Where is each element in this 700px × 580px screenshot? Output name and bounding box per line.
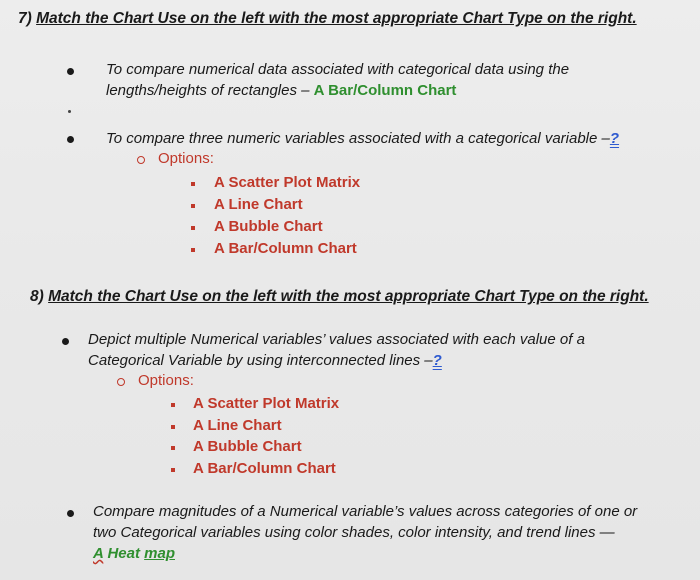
q8-options-label: Options: [138, 372, 194, 389]
q7-option-square-icon [191, 182, 195, 186]
q8-option-4: A Bar/Column Chart [193, 460, 336, 477]
q8-title-text: Match the Chart Use on the left with the most appropriate Chart Type on the right. [48, 288, 649, 305]
q8-option-square-icon [171, 425, 175, 429]
q7-option-4: A Bar/Column Chart [214, 240, 357, 257]
q8-option-square-icon [171, 446, 175, 450]
q8-item1-bullet [62, 338, 69, 345]
q7-item1-answer: A Bar/Column Chart [313, 82, 457, 99]
q7-item2 [106, 128, 619, 149]
q7-title-text: Match the Chart Use on the left with the most appropriate Chart Type on the right. [36, 10, 637, 27]
q8-item2-line1: Compare magnitudes of a Numerical variable’s values across categories of one or [93, 503, 638, 520]
q8-option-1: A Scatter Plot Matrix [193, 395, 340, 412]
q8-title [30, 288, 649, 306]
q8-item2-answer [93, 543, 637, 564]
q7-option-1: A Scatter Plot Matrix [214, 174, 361, 191]
q8-item1-line2 [88, 350, 585, 371]
q7-item2-text: To compare three numeric variables associated with a categorical variable – [106, 130, 610, 147]
q8-item2-answer-a: A [93, 545, 104, 562]
q8-item2-bullet [67, 510, 74, 517]
q7-option-square-icon [191, 226, 195, 230]
q8-number: 8) [30, 288, 44, 305]
q8-item1-line1: Depict multiple Numerical variables’ values associated with each value of a [88, 331, 585, 348]
q7-number: 7) [18, 10, 32, 27]
q7-option-2: A Line Chart [214, 196, 303, 213]
q7-options-label: Options: [158, 150, 214, 167]
q8-option-3: A Bubble Chart [193, 438, 302, 455]
stray-mark [68, 110, 71, 113]
q7-option-square-icon [191, 248, 195, 252]
q8-option-square-icon [171, 468, 175, 472]
q8-item1 [88, 329, 585, 371]
q7-item1-text: To compare numerical data associated with categorical data using the lengths/heights of rectangles – [106, 61, 570, 99]
q8-item1-question-mark: ? [432, 352, 442, 369]
q8-item2-line2: two Categorical variables using color shades, color intensity, and trend lines — [93, 524, 615, 541]
q8-options-circle-icon [117, 378, 125, 386]
q7-item1-bullet [67, 68, 74, 75]
q7-option-square-icon [191, 204, 195, 208]
q8-option-2: A Line Chart [193, 417, 282, 434]
q7-options-circle-icon [137, 156, 145, 164]
q8-item2-answer-heat: Heat [103, 545, 145, 562]
q7-title [18, 10, 637, 28]
q8-item1-line2-text: Categorical Variable by using interconnected lines – [88, 352, 433, 369]
q7-item2-question-mark: ? [609, 130, 620, 147]
q7-item2-bullet [67, 136, 74, 143]
q7-item1 [106, 59, 666, 101]
q7-option-3: A Bubble Chart [214, 218, 323, 235]
q8-item2 [93, 501, 637, 564]
q8-option-square-icon [171, 403, 175, 407]
q8-item2-answer-map: map [144, 545, 175, 562]
